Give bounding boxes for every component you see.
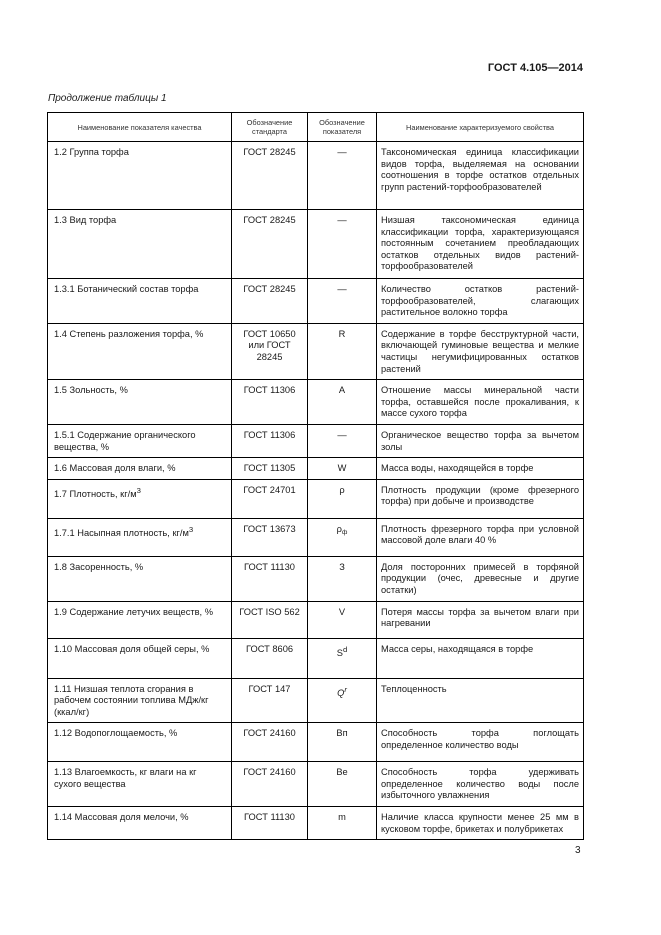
symbol-cell: V [308,601,377,638]
symbol-cell: W [308,458,377,480]
table-row [48,678,584,723]
unit-exponent: 3 [188,524,194,534]
standard-cell: ГОСТ 11306 [232,380,308,425]
header-symbol: Обозначение показателя [308,113,377,142]
property-cell: Способность торфа поглощать определенное количество воды [377,723,584,762]
table-row [48,279,584,324]
indicator-name-cell: 1.2 Группа торфа [48,142,232,210]
unit-exponent: 3 [136,485,141,495]
indicator-name-cell: 1.9 Содержание летучих веществ, % [48,601,232,638]
property-cell: Наличие класса крупности менее 25 мм в кусковом торфе, брикетах и полубрикетах [377,807,584,840]
property-cell: Плотность продукции (кроме фрезерного торфа) при добыче и производстве [377,479,584,518]
table-row [48,518,584,556]
header-indicator-name: Наименование показателя качества [48,113,232,142]
standard-cell: ГОСТ 10650 или ГОСТ 28245 [232,323,308,379]
table-row [48,556,584,601]
indicator-name-cell: 1.10 Массовая доля общей серы, % [48,638,232,678]
property-cell: Отношение массы минеральной части торфа, оставшейся после прокаливания, к массе сухого торфа [377,380,584,425]
indicator-name-text: 1.7.1 Насыпная плотность, кг/м [54,527,189,538]
table-header-row [48,113,584,142]
table-row [48,762,584,807]
symbol-cell: A [308,380,377,425]
standard-cell: ГОСТ ISO 562 [232,601,308,638]
symbol-cell: Ве [308,762,377,807]
indicator-name-cell: 1.5 Зольность, % [48,380,232,425]
symbol-cell [308,638,377,678]
property-cell: Масса воды, находящейся в торфе [377,458,584,480]
standard-cell: ГОСТ 28245 [232,279,308,324]
symbol-cell: — [308,142,377,210]
symbol-cell: — [308,424,377,457]
table-row [48,424,584,457]
symbol-cell: m [308,807,377,840]
standard-cell: ГОСТ 28245 [232,142,308,210]
table-row [48,723,584,762]
standard-cell: ГОСТ 147 [232,678,308,723]
standard-cell: ГОСТ 8606 [232,638,308,678]
standard-cell: ГОСТ 24701 [232,479,308,518]
standard-cell: ГОСТ 24160 [232,723,308,762]
indicator-name-cell: 1.12 Водопоглощаемость, % [48,723,232,762]
table-row [48,323,584,379]
symbol-cell: З [308,556,377,601]
indicator-name-cell: 1.6 Массовая доля влаги, % [48,458,232,480]
symbol-cell [308,518,377,556]
symbol-cell: Вп [308,723,377,762]
table-row [48,142,584,210]
symbol-text: S [336,647,343,658]
table-row [48,458,584,480]
table-row [48,380,584,425]
symbol-text: Q [337,687,345,698]
indicator-name-cell: 1.5.1 Содержание органического вещества, % [48,424,232,457]
symbol-superscript: r [344,684,347,694]
indicator-name-cell [48,518,232,556]
indicator-name-text: 1.7 Плотность, кг/м [54,488,137,499]
indicator-name-cell: 1.14 Массовая доля мелочи, % [48,807,232,840]
indicator-name-cell [48,479,232,518]
table-row [48,601,584,638]
symbol-cell: — [308,279,377,324]
property-cell: Количество остатков растений-торфообразователей, слагающих растительное волокно торфа [377,279,584,324]
standard-cell: ГОСТ 13673 [232,518,308,556]
property-cell: Органическое вещество торфа за вычетом золы [377,424,584,457]
symbol-cell: — [308,210,377,279]
symbol-superscript: d [342,644,348,654]
indicator-name-cell: 1.3.1 Ботанический состав торфа [48,279,232,324]
symbol-cell: R [308,323,377,379]
standard-cell: ГОСТ 11306 [232,424,308,457]
property-cell: Содержание в торфе бесструктурной части, включающей гуминовые вещества и мелкие частицы негумифицированных остатков растений [377,323,584,379]
symbol-cell [308,678,377,723]
standard-cell: ГОСТ 11305 [232,458,308,480]
page-number: 3 [575,845,581,856]
property-cell: Потеря массы торфа за вычетом влаги при нагревании [377,601,584,638]
property-cell: Таксономическая единица классификации видов торфа, выделяемая на основании соотношения в торфе остатков отдельных групп растений-торфообразователей [377,142,584,210]
standard-cell: ГОСТ 28245 [232,210,308,279]
table-row [48,479,584,518]
table-row [48,638,584,678]
table-row [48,210,584,279]
document-standard-ref: ГОСТ 4.105—2014 [487,62,583,74]
indicator-name-cell: 1.8 Засоренность, % [48,556,232,601]
indicator-name-cell: 1.4 Степень разложения торфа, % [48,323,232,379]
table-row [48,807,584,840]
standard-cell: ГОСТ 11130 [232,556,308,601]
property-cell: Теплоценность [377,678,584,723]
symbol-text: ρ [336,523,342,534]
header-property: Наименование характеризуемого свойства [377,113,584,142]
property-cell: Масса серы, находящаяся в торфе [377,638,584,678]
property-cell: Низшая таксономическая единица классификации торфа, характеризующаяся постоянным сочетанием преобладающих остатков отдельных видов растений-торфообразователей [377,210,584,279]
indicator-name-cell: 1.3 Вид торфа [48,210,232,279]
symbol-cell: ρ [308,479,377,518]
property-cell: Доля посторонних примесей в торфяной продукции (очес, древесные и другие остатки) [377,556,584,601]
header-standard: Обозначение стандарта [232,113,308,142]
indicator-name-cell: 1.11 Низшая теплота сгорания в рабочем состоянии топлива МДж/кг (ккал/кг) [48,678,232,723]
property-cell: Плотность фрезерного торфа при условной массовой доле влаги 40 % [377,518,584,556]
table-caption: Продолжение таблицы 1 [48,93,167,104]
indicators-table [47,112,584,840]
symbol-subscript: ф [341,528,348,536]
standard-cell: ГОСТ 24160 [232,762,308,807]
property-cell: Способность торфа удерживать определенное количество воды после избыточного увлажнения [377,762,584,807]
indicator-name-cell: 1.13 Влагоемкость, кг влаги на кг сухого вещества [48,762,232,807]
standard-cell: ГОСТ 11130 [232,807,308,840]
